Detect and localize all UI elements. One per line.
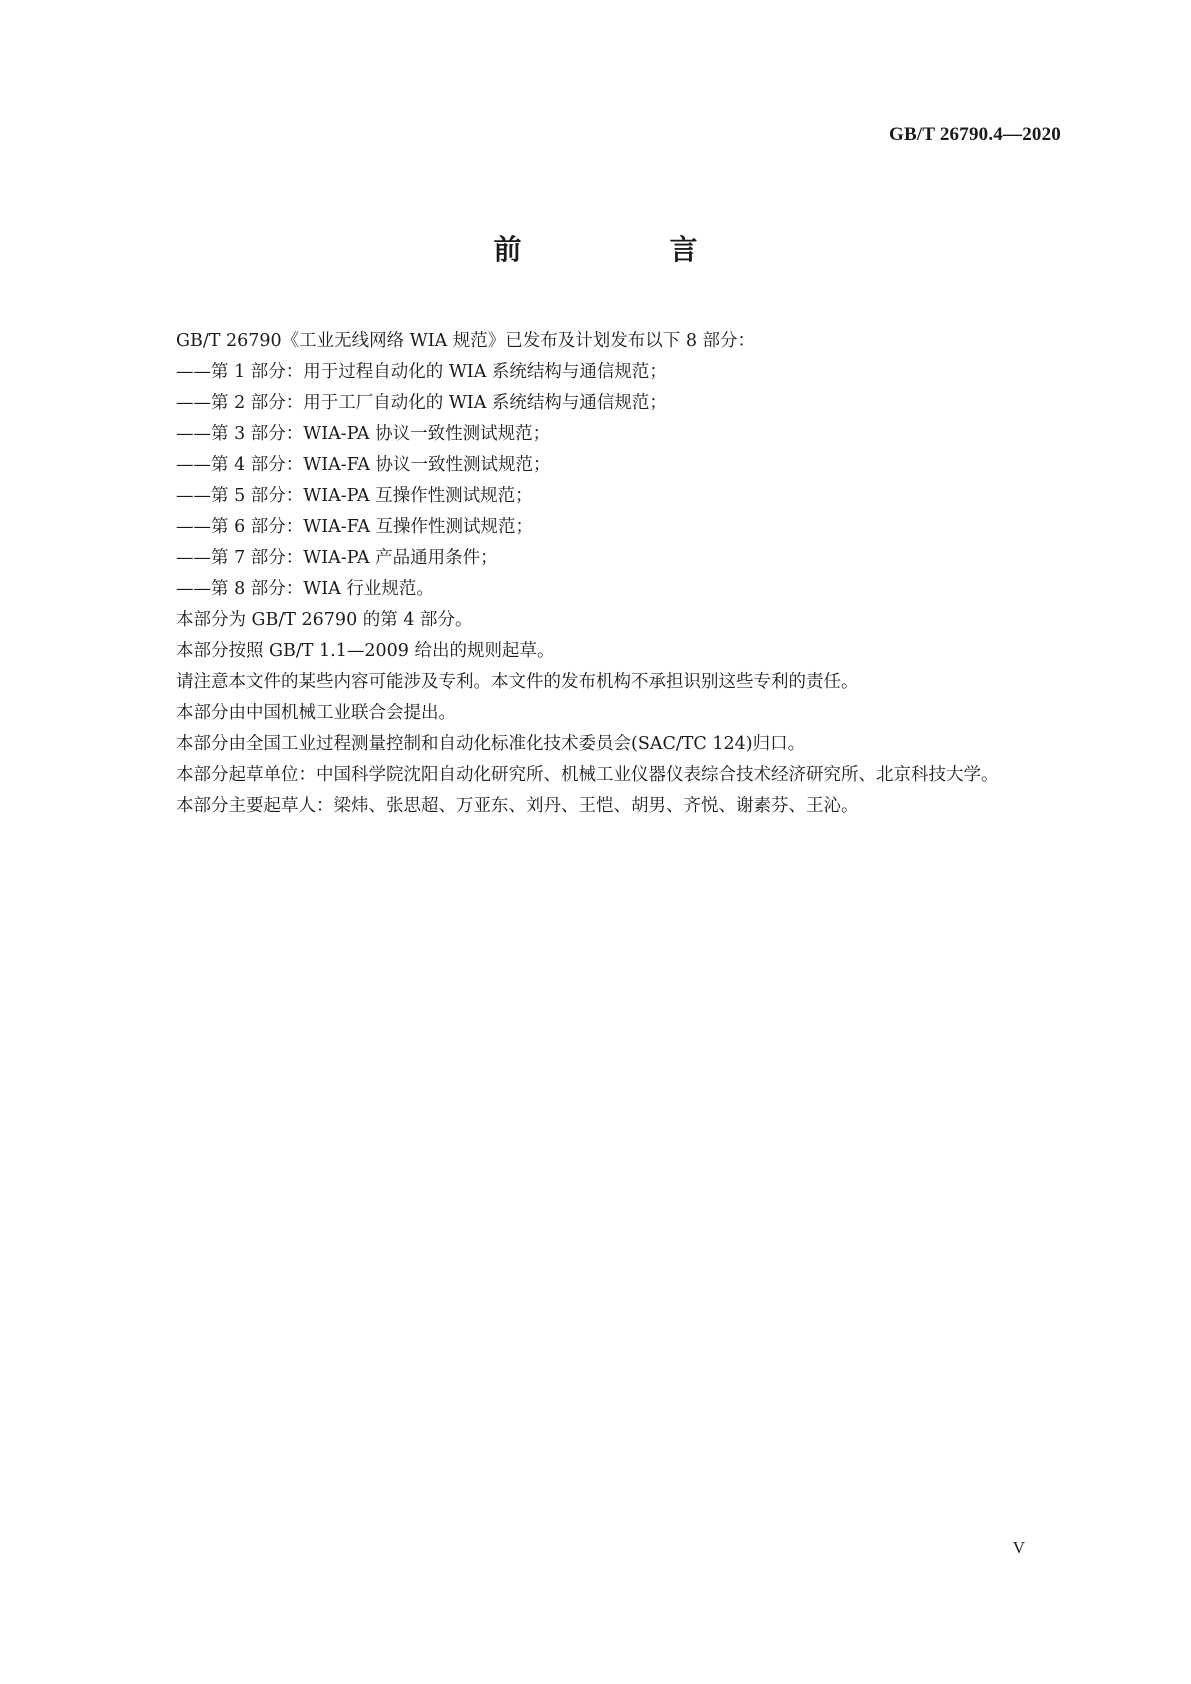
list-item-part-2: ——第 2 部分：用于工厂自动化的 WIA 系统结构与通信规范； — [176, 393, 667, 413]
paragraph-drafting-units: 本部分起草单位：中国科学院沈阳自动化研究所、机械工业仪器仪表综合技术经济研究所、北京科技大学。 — [176, 765, 999, 785]
list-item-part-3: ——第 3 部分：WIA-PA 协议一致性测试规范； — [176, 424, 551, 444]
list-item-part-7: ——第 7 部分：WIA-PA 产品通用条件； — [176, 548, 498, 568]
list-item-part-5: ——第 5 部分：WIA-PA 互操作性测试规范； — [176, 486, 533, 506]
page-number: V — [1012, 1538, 1025, 1557]
standard-code: GB/T 26790.4—2020 — [889, 124, 1061, 145]
page-title: 前 言 — [493, 233, 758, 266]
paragraph-patent-notice: 请注意本文件的某些内容可能涉及专利。本文件的发布机构不承担识别这些专利的责任。 — [176, 672, 859, 692]
paragraph-intro: GB/T 26790《工业无线网络 WIA 规范》已发布及计划发布以下 8 部分： — [176, 331, 756, 351]
list-item-part-1: ——第 1 部分：用于过程自动化的 WIA 系统结构与通信规范； — [176, 362, 667, 382]
paragraph-committee: 本部分由全国工业过程测量控制和自动化标准化技术委员会(SAC/TC 124)归口。 — [176, 734, 806, 754]
paragraph-drafting-rules: 本部分按照 GB/T 1.1—2009 给出的规则起草。 — [176, 641, 555, 661]
document-body — [134, 326, 1061, 822]
paragraph-part-statement: 本部分为 GB/T 26790 的第 4 部分。 — [176, 610, 473, 630]
list-item-part-4: ——第 4 部分：WIA-FA 协议一致性测试规范； — [176, 455, 551, 475]
paragraph-proposer: 本部分由中国机械工业联合会提出。 — [176, 703, 456, 723]
list-item-part-6: ——第 6 部分：WIA-FA 互操作性测试规范； — [176, 517, 534, 537]
list-item-part-8: ——第 8 部分：WIA 行业规范。 — [176, 579, 434, 599]
paragraph-drafters: 本部分主要起草人：梁炜、张思超、万亚东、刘丹、王恺、胡男、齐悦、谢素芬、王沁。 — [176, 796, 859, 816]
